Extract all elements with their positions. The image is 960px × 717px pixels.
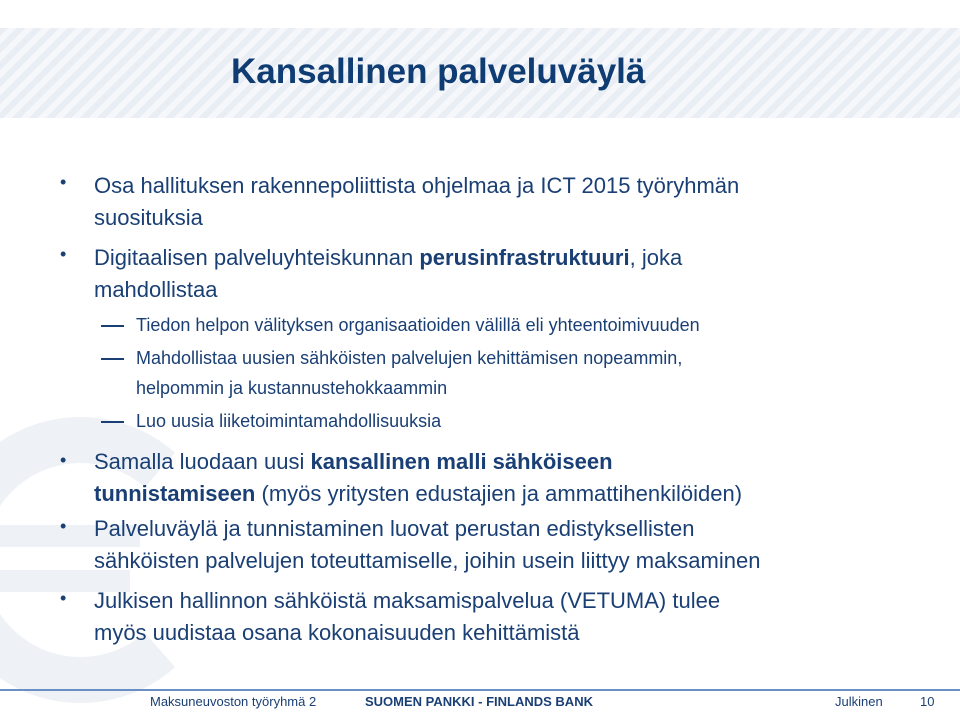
footer-bank-name: SUOMEN PANKKI - FINLANDS BANK [365,694,593,709]
bullet-4-line1: Palveluväylä ja tunnistaminen luovat perustan edistyksellisten [94,516,695,541]
bullet-2-line2: mahdollistaa [94,277,218,302]
footer-divider [0,689,960,691]
dash-marker [101,358,124,360]
dash-marker [101,325,124,327]
bullet-3-text: Samalla luodaan uusi [94,449,311,474]
subbullet-2-line2: helpommin ja kustannustehokkaammin [136,378,448,398]
subbullet-2-line1: Mahdollistaa uusien sähköisten palvelujen kehittämisen nopeammin, [136,348,683,368]
subbullet-2 [136,343,896,403]
page-title: Kansallinen palveluväylä [231,52,646,91]
bullet-5 [94,585,924,649]
subbullet-3: Luo uusia liiketoimintamahdollisuuksia [136,411,442,431]
bullet-5-line2: myös uudistaa osana kokonaisuuden kehittämistä [94,620,580,645]
footer-classification: Julkinen [835,694,883,709]
footer-left: Maksuneuvoston työryhmä 2 [150,694,317,709]
bullet-marker: • [60,450,67,470]
bullet-4-line2: sähköisten palvelujen toteuttamiselle, joihin usein liittyy maksaminen [94,548,761,573]
bullet-2-text: Digitaalisen palveluyhteiskunnan [94,245,420,270]
bullet-5-line1: Julkisen hallinnon sähköistä maksamispalvelua (VETUMA) tulee [94,588,721,613]
bullet-marker: • [60,588,67,608]
bullet-3 [94,446,924,510]
bullet-2-emphasis: perusinfrastruktuuri [419,245,630,270]
dash-marker [101,421,124,423]
bullet-3-emphasis-2: tunnistamiseen [94,481,256,506]
bullet-2-line1 [94,242,924,274]
bullet-marker: • [60,244,67,264]
bullet-marker: • [60,516,67,536]
bullet-3-text-post: (myös yritysten edustajien ja ammattihenkilöiden) [255,481,743,506]
bullet-3-line1 [94,446,924,478]
bullet-marker: • [60,172,67,192]
bullet-2 [94,242,924,306]
bullet-3-line2 [94,478,924,510]
bullet-2-text-post: , joka [629,245,683,270]
bullet-3-emphasis: kansallinen malli sähköiseen [310,449,613,474]
footer-page-number: 10 [920,694,935,709]
subbullet-1: Tiedon helpon välityksen organisaatioiden välillä eli yhteentoimivuuden [136,315,700,335]
bullet-4 [94,513,924,577]
bullet-1-line1: Osa hallituksen rakennepoliittista ohjelmaa ja ICT 2015 työryhmän [94,173,740,198]
bullet-1 [94,170,924,234]
bullet-1-line2: suosituksia [94,205,203,230]
